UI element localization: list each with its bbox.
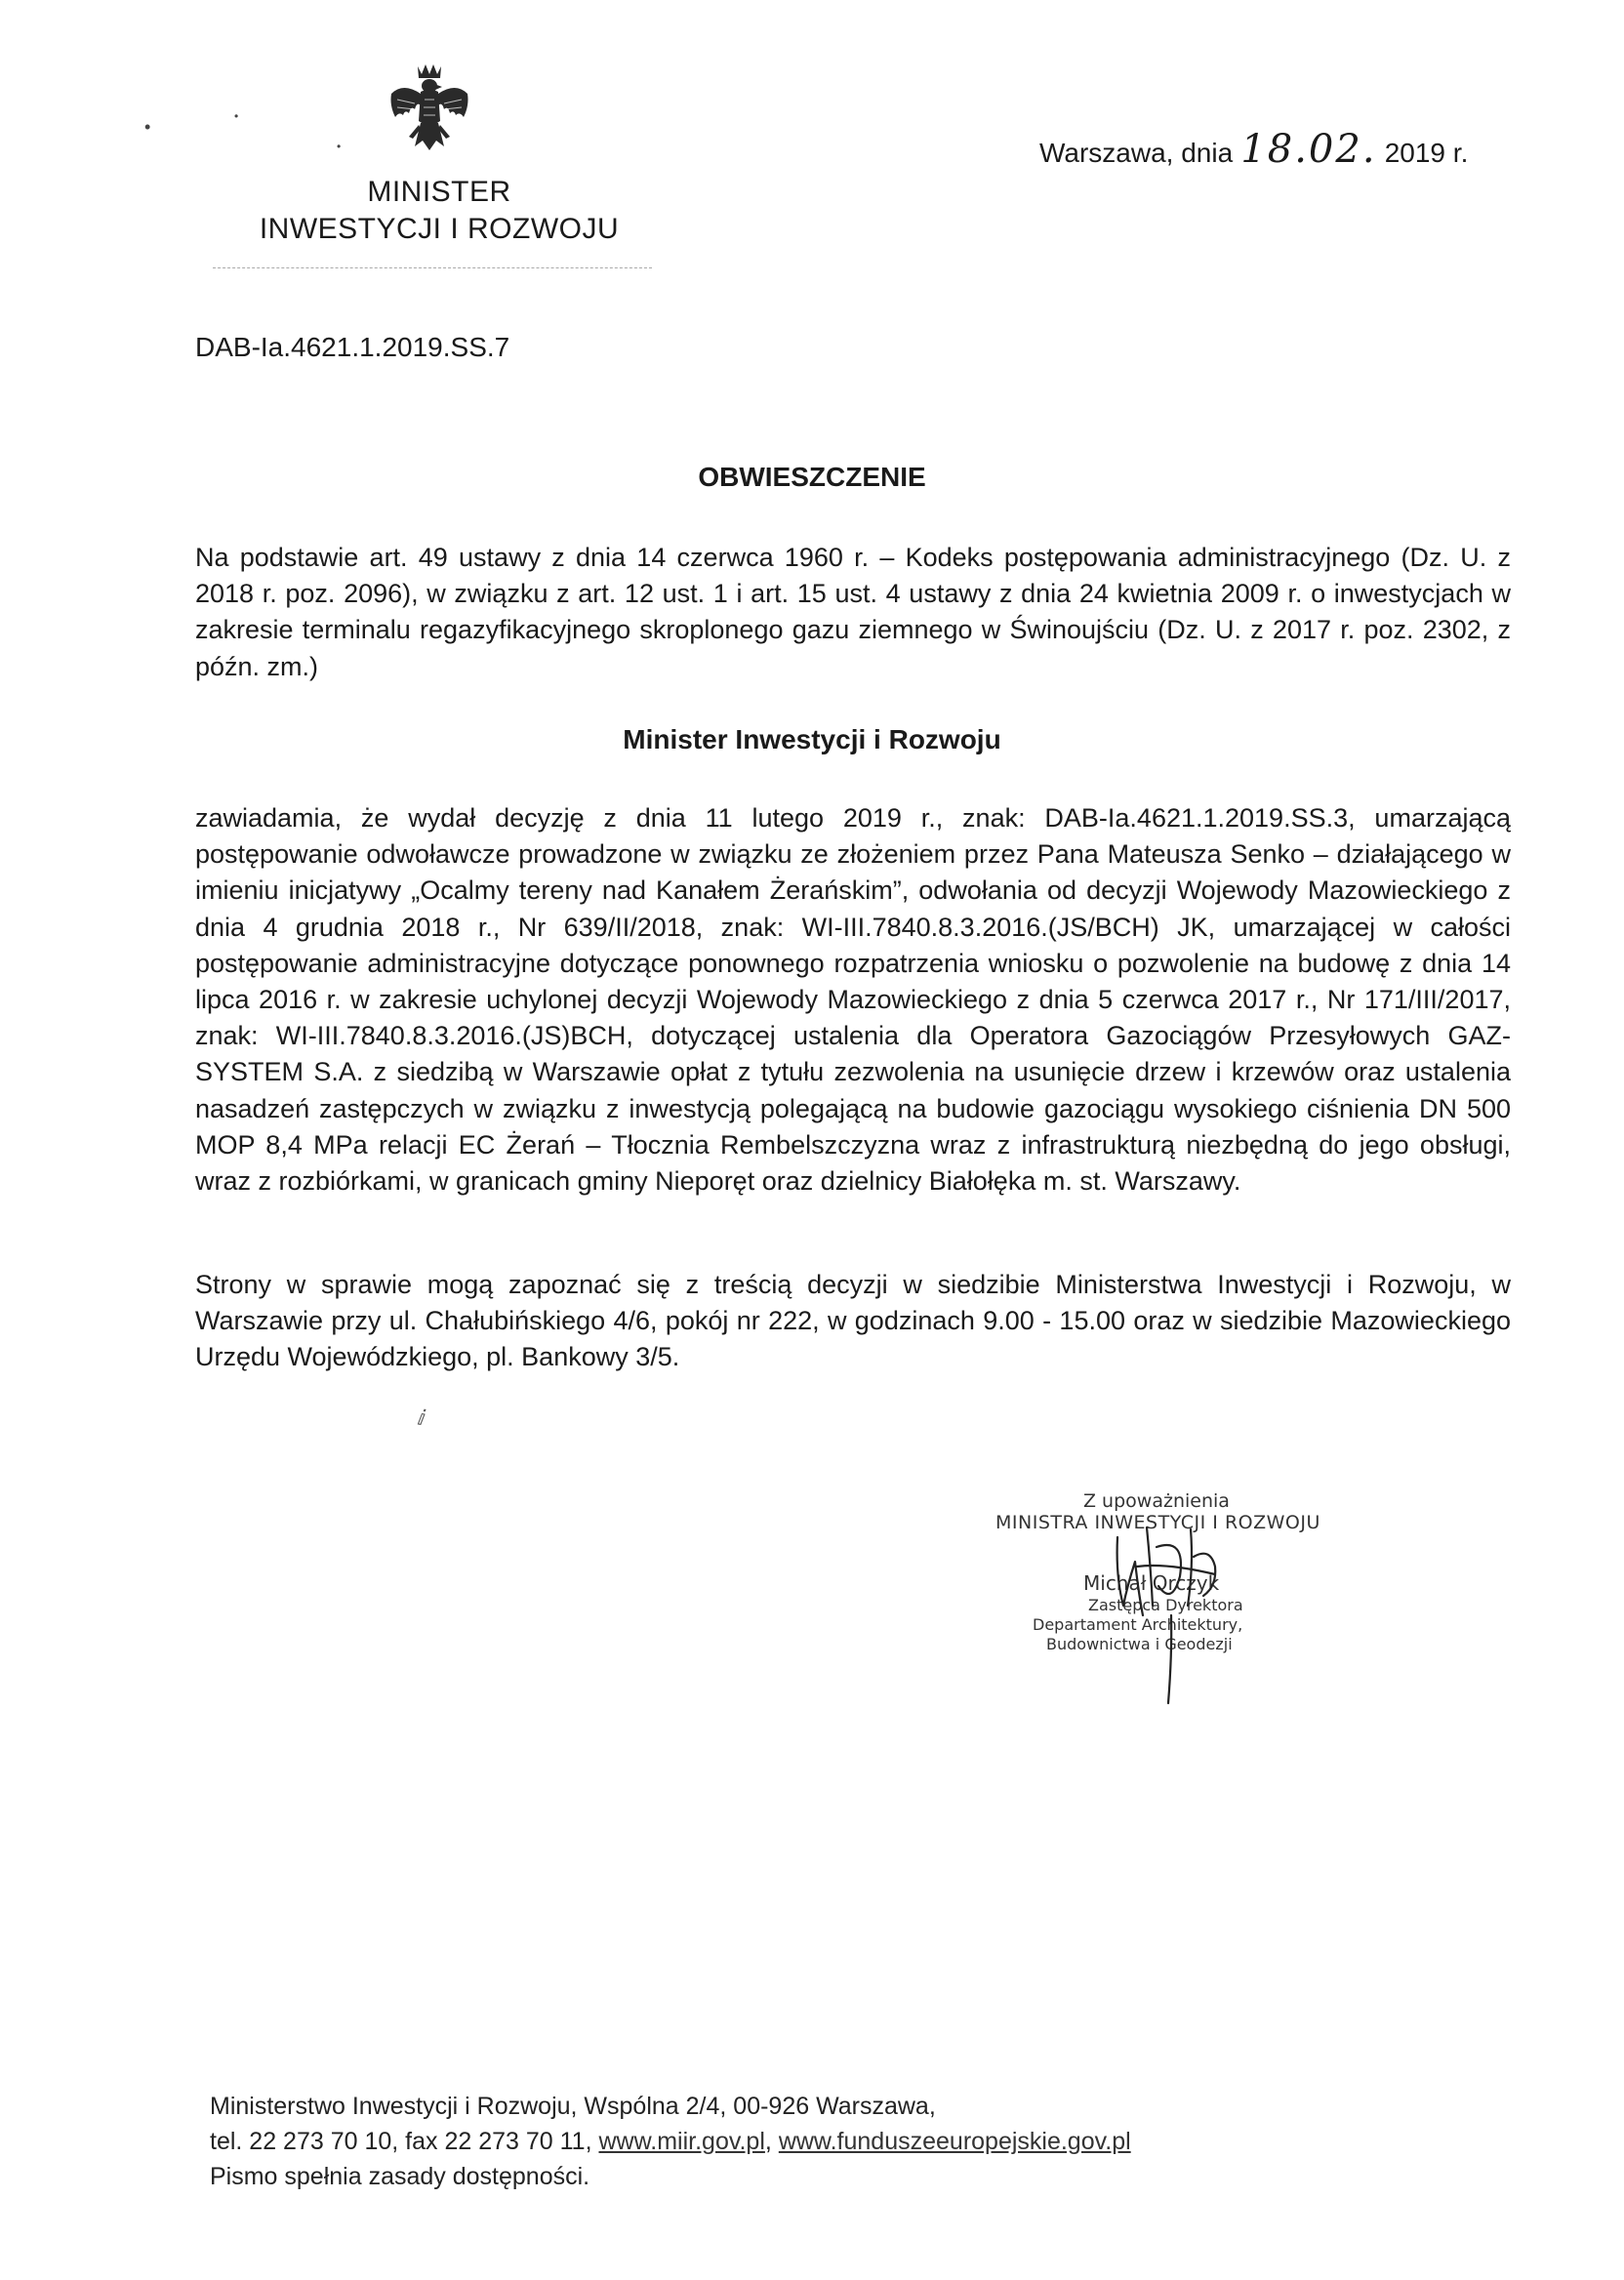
ministry-name-line2: INWESTYCJI I ROZWOJU [259, 213, 620, 245]
pen-mark: ⅈ [415, 1405, 427, 1431]
polish-eagle-emblem-icon [386, 61, 473, 166]
notice-paragraph: zawiadamia, że wydał decyzję z dnia 11 lutego 2019 r., znak: DAB-Ia.4621.1.2019.SS.3, umarzającą postępowanie odwoławcze prowadzone w związku ze złożeniem przez Pana Mateusza Senko – działającego w imieniu inicjatywy „Ocalmy tereny nad Kanałem Żerańskim”, odwołania od decyzji Wojewody Mazowieckiego z dnia 4 grudnia 2018 r., Nr 639/II/2018, znak: WI-III.7840.8.3.2016.(JS/BCH) JK, umarzającej w całości postępowanie administracyjne dotyczące ponownego rozpatrzenia wniosku o pozwolenie na budowę z dnia 14 lipca 2016 r. w zakresie uchylonej decyzji Wojewody Mazowieckiego z dnia 5 czerwca 2017 r., Nr 171/III/2017, znak: WI-III.7840.8.3.2016.(JS)BCH, dotyczącej ustalenia dla Operatora Gazociągów Przesyłowych GAZ-SYSTEM S.A. z siedzibą w Warszawie opłat z tytułu zezwolenia na usunięcie drzew i krzewów oraz ustalenia nasadzeń zastępczych w związku z inwestycją polegającą na budowie gazociągu wysokiego ciśnienia DN 500 MOP 8,4 MPa relacji EC Żerań – Tłocznia Rembelszczyzna wraz z infrastrukturą niezbędną do jego obsługi, wraz z rozbiórkami, w granicach gminy Nieporęt oraz dzielnicy Białołęka m. st. Warszawy. [195, 803, 1511, 1197]
footer-phone-fax: tel. 22 273 70 10, fax 22 273 70 11, [210, 2128, 592, 2155]
stamp-ministry: MINISTRA INWESTYCJI I ROZWOJU [995, 1512, 1320, 1533]
stamp-signatory-name: Michał Orczyk [1083, 1571, 1220, 1595]
footer-link-funds[interactable]: www.funduszeeuropejskie.gov.pl [778, 2128, 1131, 2155]
date-line [1039, 127, 1468, 172]
scan-speck: • [234, 109, 239, 123]
stamp-authorization: Z upoważnienia [1083, 1490, 1230, 1512]
place-label: Warszawa, dnia [1039, 138, 1234, 168]
stamp-position: Zastępca Dyrektora [1088, 1596, 1243, 1614]
document-title: OBWIESZCZENIE [698, 462, 926, 492]
stamp-department: Departament Architektury, [1033, 1615, 1243, 1634]
ministry-name-line1: MINISTER [367, 176, 511, 208]
handwritten-date: 18.02. [1240, 127, 1377, 172]
footer-address: Ministerstwo Inwestycji i Rozwoju, Wspólna 2/4, 00-926 Warszawa, [210, 2093, 936, 2120]
footer-accessibility: Pismo spełnia zasady dostępności. [210, 2163, 590, 2190]
authority-heading: Minister Inwestycji i Rozwoju [623, 724, 1001, 754]
stamp-department-cont: Budownictwa i Geodezji [1046, 1635, 1233, 1653]
header-divider [213, 267, 652, 268]
footer [210, 2089, 1131, 2194]
handwritten-signature [1078, 1469, 1264, 1708]
footer-separator: , [764, 2128, 772, 2155]
ministry-name [195, 174, 683, 248]
reference-number: DAB-Ia.4621.1.2019.SS.7 [195, 332, 510, 362]
scan-speck: • [144, 117, 151, 137]
footer-contact [210, 2124, 1131, 2159]
parties-info-paragraph: Strony w sprawie mogą zapoznać się z treścią decyzji w siedzibie Ministerstwa Inwestycji i Rozwoju, w Warszawie przy ul. Chałubińskiego 4/6, pokój nr 222, w godzinach 9.00 - 15.00 oraz w siedzibie Mazowieckiego Urzędu Wojewódzkiego, pl. Bankowy 3/5. [195, 1270, 1511, 1372]
date-year: 2019 r. [1384, 138, 1469, 168]
footer-link-miir[interactable]: www.miir.gov.pl [598, 2128, 765, 2155]
legal-basis-paragraph: Na podstawie art. 49 ustawy z dnia 14 czerwca 1960 r. – Kodeks postępowania administracyjnego (Dz. U. z 2018 r. poz. 2096), w związku z art. 12 ust. 1 i art. 15 ust. 4 ustawy z dnia 24 kwietnia 2009 r. o inwestycjach w zakresie terminalu regazyfikacyjnego skroplonego gazu ziemnego w Świnoujściu (Dz. U. z 2017 r. poz. 2302, z późn. zm.) [195, 543, 1511, 681]
scan-speck: • [337, 140, 342, 153]
